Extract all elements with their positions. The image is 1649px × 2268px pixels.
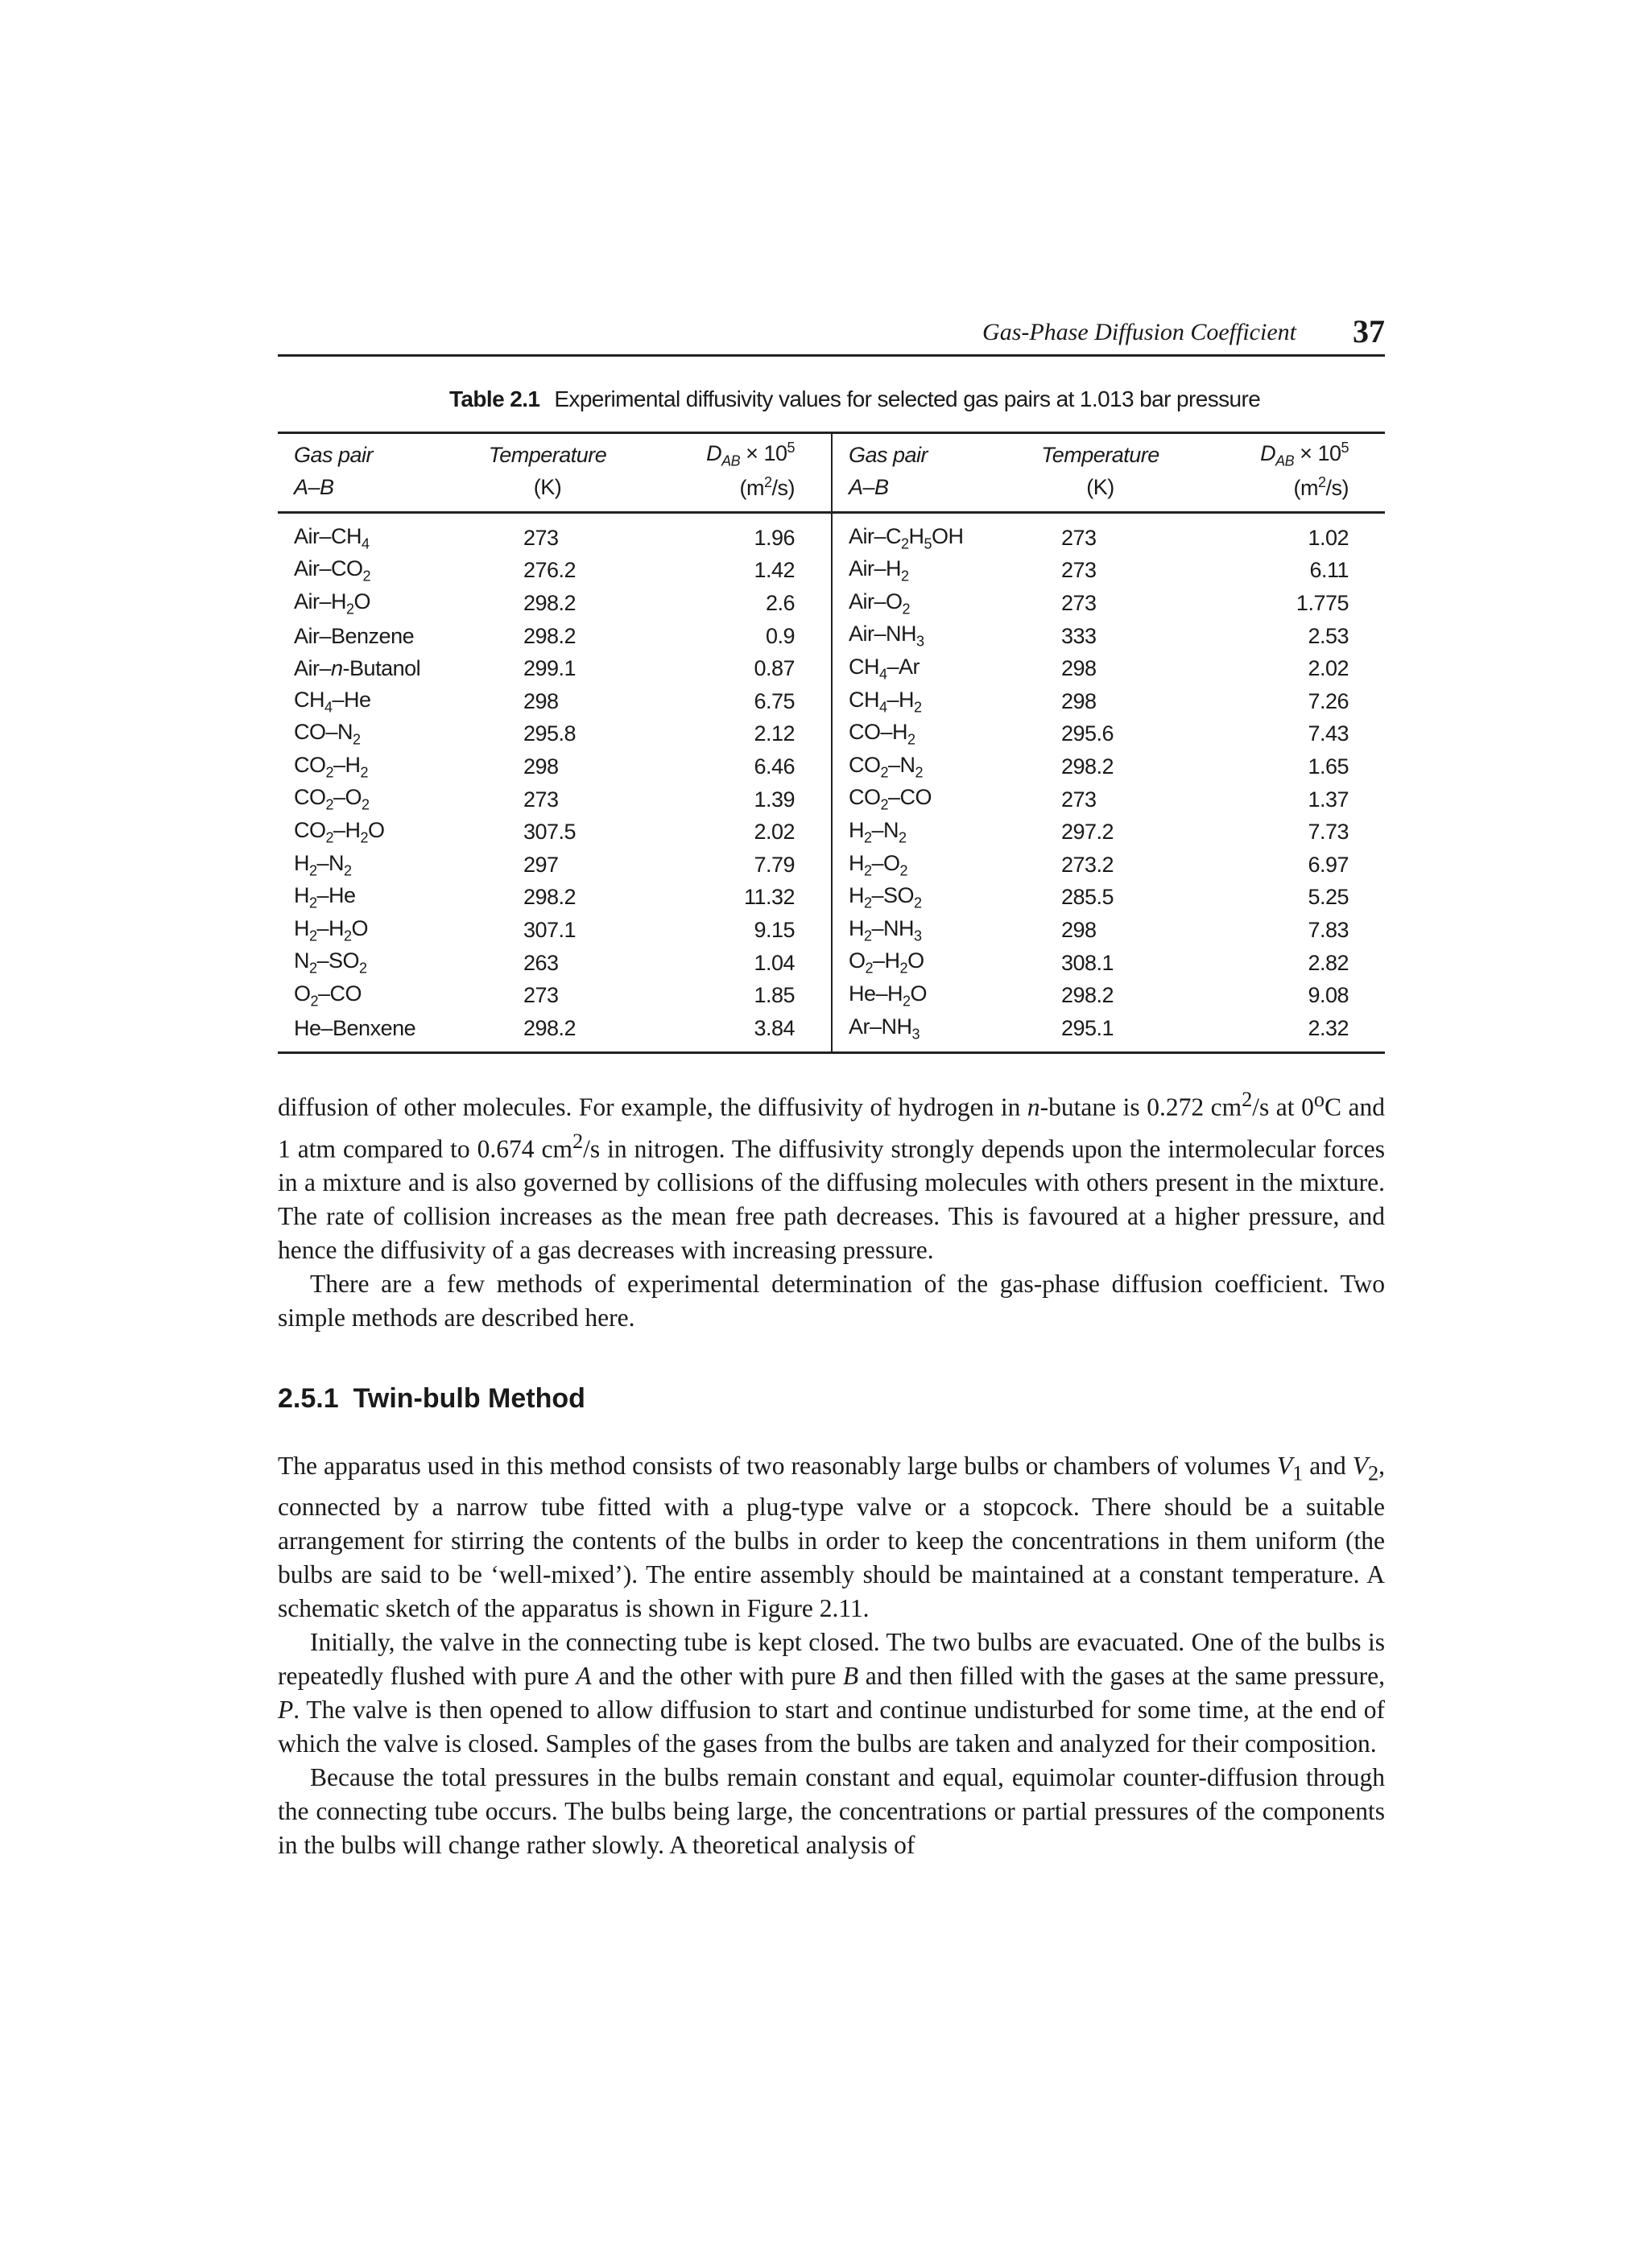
temperature-cell: 299.1 xyxy=(523,656,577,681)
subheader-unit-right: $(m^2/s)$ xyxy=(1192,471,1385,513)
subheader-unit: $(m^2/s)$ xyxy=(640,471,832,513)
diffusivity-cell: 7.83 xyxy=(1308,917,1349,942)
table-row xyxy=(278,718,1385,751)
temperature-cell: 298.2 xyxy=(1061,983,1114,1008)
paragraph: Because the total pressures in the bulbs remain constant and equal, equimolar counter-diffusion through the connecting tube occurs. The bulbs being large, the concentrations or partial pressures of the components in the bulbs will change rather slowly. A theoretical analysis of xyxy=(278,1763,1385,1860)
subheader-k-right: (K) xyxy=(1009,471,1192,513)
diffusivity-cell: 1.37 xyxy=(1308,787,1349,812)
temperature-cell: 273 xyxy=(1061,787,1097,812)
temperature-cell: 263 xyxy=(523,950,559,975)
temperature-cell: 273 xyxy=(523,525,559,550)
gas-pair-cell: $H_2-H_2O$ xyxy=(294,915,369,944)
running-head xyxy=(278,313,1385,357)
diffusivity-cell: 9.15 xyxy=(754,917,795,942)
table-row xyxy=(278,685,1385,718)
temperature-cell: 298.2 xyxy=(523,885,577,910)
diffusivity-cell: 6.75 xyxy=(754,688,795,713)
diffusivity-cell: 1.85 xyxy=(754,983,795,1008)
header-dab: $D_{AB} \times 10^5$ xyxy=(640,433,832,472)
body-text-top xyxy=(278,1083,1385,1335)
paragraph: Initially, the valve in the connecting tube is kept closed. The two bulbs are evacuated. One of the bulbs is repeatedly flushed with pure A and the other with pure B and then filled with the gases at the same pressure, P. The valve is then opened to allow diffusion to start and continue undisturbed for some time, at the end of which the valve is closed. Samples of the gases from the bulbs are taken and analyzed for their composition. xyxy=(278,1628,1385,1758)
temperature-cell: 273 xyxy=(1061,525,1097,550)
table-header-row xyxy=(278,433,1385,472)
gas-pair-cell: Air–$CH_4$ xyxy=(294,523,370,552)
gas-pair-cell: He–Benxene xyxy=(278,1012,455,1052)
diffusivity-cell: 6.97 xyxy=(1308,852,1349,877)
gas-pair-cell: $O_2-H_2O$ xyxy=(832,947,1009,980)
gas-pair-cell: $CO-N_2$ xyxy=(294,720,361,748)
temperature-cell: 295.8 xyxy=(523,721,577,746)
header-temperature: Temperature xyxy=(455,433,640,472)
temperature-cell: 273 xyxy=(1061,590,1097,615)
body-text-section xyxy=(278,1449,1385,1862)
table-row xyxy=(278,587,1385,620)
table-row xyxy=(278,849,1385,882)
subheader-ab: A–B xyxy=(278,471,455,513)
diffusivity-cell: 0.9 xyxy=(765,623,795,648)
gas-pair-cell: $CO_2-H_2$ xyxy=(294,752,369,781)
diffusivity-cell: 1.39 xyxy=(754,787,795,812)
diffusivity-cell: 7.26 xyxy=(1308,688,1349,713)
diffusivity-cell: 5.25 xyxy=(1308,885,1349,910)
gas-pair-cell: $Ar-NH_3$ xyxy=(832,1012,1009,1052)
gas-pair-cell: Air–$NH_3$ xyxy=(832,620,1009,653)
temperature-cell: 295.1 xyxy=(1009,1012,1192,1052)
temperature-cell: 298.2 xyxy=(523,623,577,648)
paragraph: diffusion of other molecules. For example, the diffusivity of hydrogen in n-butane is 0.272 $cm^2/s$ at 0$^o$C and 1 atm compared to 0.674 $cm^2/s$ in nitrogen. The diffusivity strongly depends upon the intermolecular forces in a mixture and is also governed by collisions of the diffusing molecules with others present in the mixture. The rate of collision increases as the mean free path decreases. This is favoured at a higher pressure, and hence the diffusivity of a gas decreases with increasing pressure. xyxy=(278,1088,1386,1264)
diffusivity-cell: 2.02 xyxy=(754,820,795,845)
table-caption xyxy=(449,386,1260,412)
temperature-cell: 298.2 xyxy=(455,1012,640,1052)
temperature-cell: 307.5 xyxy=(523,820,577,845)
table-row xyxy=(278,652,1385,685)
diffusivity-table-container xyxy=(278,432,1385,1054)
table-subheader-row xyxy=(278,471,1385,513)
table-row xyxy=(278,620,1385,653)
table-row xyxy=(278,979,1385,1012)
diffusivity-cell: 11.32 xyxy=(743,885,795,910)
page-number: 37 xyxy=(1353,313,1385,349)
table-row xyxy=(278,513,1385,555)
table-row xyxy=(278,783,1385,816)
diffusivity-cell: 7.73 xyxy=(1308,820,1349,845)
gas-pair-cell: $H_2-N_2$ xyxy=(294,850,352,878)
table-label: Table 2.1 xyxy=(449,386,540,411)
gas-pair-cell: $H_2-He$ xyxy=(294,883,356,911)
gas-pair-cell: $CO-H_2$ xyxy=(832,718,1009,751)
gas-pair-cell: $He-H_2O$ xyxy=(832,979,1009,1012)
gas-pair-cell: Air–$H_2$ xyxy=(832,555,1009,588)
diffusivity-cell: 3.84 xyxy=(640,1012,832,1052)
diffusivity-cell: 7.79 xyxy=(754,852,795,877)
gas-pair-cell: $CO_2-H_2O$ xyxy=(294,817,385,846)
gas-pair-cell: $N_2-SO_2$ xyxy=(294,948,367,977)
gas-pair-cell: $H_2-N_2$ xyxy=(832,816,1009,849)
table-row xyxy=(278,882,1385,915)
temperature-cell: 273 xyxy=(523,983,559,1008)
gas-pair-cell: $H_2-NH_3$ xyxy=(832,914,1009,947)
temperature-cell: 298 xyxy=(1061,917,1097,942)
header-gas-pair-right: Gas pair xyxy=(832,433,1009,472)
running-title: Gas-Phase Diffusion Coefficient xyxy=(982,319,1296,345)
table-body xyxy=(278,513,1385,1053)
diffusivity-table xyxy=(278,432,1385,1054)
diffusivity-cell: 7.43 xyxy=(1308,721,1349,746)
temperature-cell: 333 xyxy=(1061,623,1097,648)
diffusivity-cell: 1.65 xyxy=(1308,754,1349,779)
diffusivity-cell: 6.46 xyxy=(754,754,795,779)
gas-pair-cell: Air–$C_2H_5OH$ xyxy=(832,513,1009,555)
diffusivity-cell: 2.82 xyxy=(1308,950,1349,975)
gas-pair-cell: Air–$H_2O$ xyxy=(294,589,371,618)
header-gas-pair: Gas pair xyxy=(278,433,455,472)
gas-pair-cell: $H_2-SO_2$ xyxy=(832,882,1009,915)
table-row xyxy=(278,1012,1385,1052)
gas-pair-cell: Air–$O_2$ xyxy=(832,587,1009,620)
diffusivity-cell: 6.11 xyxy=(1309,558,1349,583)
gas-pair-cell: $CH_4-H_2$ xyxy=(832,685,1009,718)
diffusivity-cell: 1.42 xyxy=(754,558,795,583)
section-title: Twin-bulb Method xyxy=(353,1383,585,1414)
diffusivity-cell: 0.87 xyxy=(754,656,795,681)
temperature-cell: 298 xyxy=(1061,656,1097,681)
diffusivity-cell: 2.53 xyxy=(1308,623,1349,648)
gas-pair-cell: $CO_2-N_2$ xyxy=(832,750,1009,783)
gas-pair-cell: $CH_4-He$ xyxy=(294,687,371,715)
temperature-cell: 308.1 xyxy=(1061,950,1114,975)
temperature-cell: 298 xyxy=(1061,688,1097,713)
gas-pair-cell: $CH_4-Ar$ xyxy=(832,652,1009,685)
subheader-ab-right: A–B xyxy=(832,471,1009,513)
paragraph: There are a few methods of experimental determination of the gas-phase diffusion coefficient. Two simple methods are described here. xyxy=(278,1270,1385,1332)
gas-pair-cell: $O_2-CO$ xyxy=(294,981,362,1010)
diffusivity-cell: 2.32 xyxy=(1192,1012,1385,1052)
table-row xyxy=(278,555,1385,588)
diffusivity-cell: 1.04 xyxy=(754,950,795,975)
header-temperature-right: Temperature xyxy=(1009,433,1192,472)
table-caption-text: Experimental diffusivity values for selected gas pairs at 1.013 bar pressure xyxy=(554,386,1261,411)
header-dab-right: $D_{AB} \times 10^5$ xyxy=(1192,433,1385,472)
diffusivity-cell: 1.02 xyxy=(1308,525,1349,550)
temperature-cell: 295.6 xyxy=(1061,721,1114,746)
temperature-cell: 298.2 xyxy=(1061,754,1114,779)
temperature-cell: 297 xyxy=(523,852,559,877)
temperature-cell: 285.5 xyxy=(1061,885,1114,910)
temperature-cell: 307.1 xyxy=(523,917,577,942)
gas-pair-cell: Air–n-Butanol xyxy=(294,656,421,681)
table-row xyxy=(278,914,1385,947)
table-row xyxy=(278,750,1385,783)
section-number: 2.5.1 xyxy=(278,1383,339,1414)
table-row xyxy=(278,947,1385,980)
temperature-cell: 298 xyxy=(523,688,559,713)
gas-pair-cell: Air–$CO_2$ xyxy=(294,556,371,585)
temperature-cell: 273.2 xyxy=(1061,852,1114,877)
diffusivity-cell: 2.02 xyxy=(1308,656,1349,681)
diffusivity-cell: 1.96 xyxy=(754,525,795,550)
temperature-cell: 276.2 xyxy=(523,558,577,583)
diffusivity-cell: 2.12 xyxy=(754,721,795,746)
temperature-cell: 273 xyxy=(523,787,559,812)
temperature-cell: 297.2 xyxy=(1061,820,1114,845)
paragraph: The apparatus used in this method consists of two reasonably large bulbs or chambers of volumes $V_1$ and $V_2$, connected by a narrow tube fitted with a plug-type valve or a stopcock. There should be a suitable arrangement for stirring the contents of the bulbs in order to keep the concentrations in them uniform (the bulbs are said to be ‘well-mixed’). The entire assembly should be maintained at a constant temperature. A schematic sketch of the apparatus is shown in Figure 2.11. xyxy=(278,1452,1385,1623)
temperature-cell: 298.2 xyxy=(523,590,577,615)
gas-pair-cell: Air–Benzene xyxy=(294,623,415,648)
table-row xyxy=(278,816,1385,849)
diffusivity-cell: 1.775 xyxy=(1296,590,1349,615)
gas-pair-cell: $CO_2-O_2$ xyxy=(294,785,370,813)
gas-pair-cell: $H_2-O_2$ xyxy=(832,849,1009,882)
temperature-cell: 273 xyxy=(1061,558,1097,583)
gas-pair-cell: $CO_2-CO$ xyxy=(832,783,1009,816)
subheader-k: (K) xyxy=(455,471,640,513)
temperature-cell: 298 xyxy=(523,754,559,779)
diffusivity-cell: 9.08 xyxy=(1308,983,1349,1008)
section-heading xyxy=(278,1383,585,1415)
diffusivity-cell: 2.6 xyxy=(765,590,795,615)
